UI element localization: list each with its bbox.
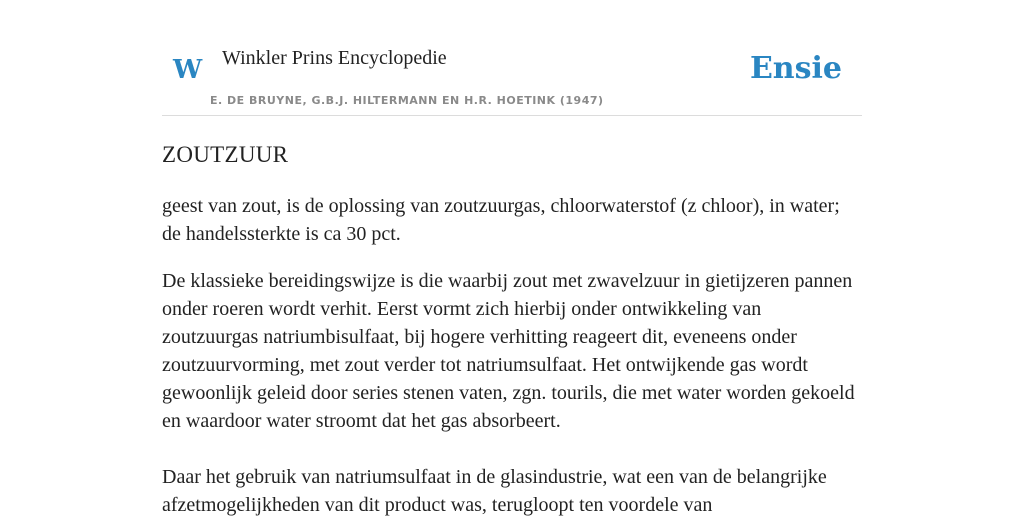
encyclopedia-authors: E. DE BRUYNE, G.B.J. HILTERMANN EN H.R. HOETINK (1947)	[210, 94, 604, 107]
article-paragraph: geest van zout, is de oplossing van zoutzuurgas, chloorwaterstof (z chloor), in water; de handelssterkte is ca 30 pct.	[162, 195, 840, 245]
encyclopedia-title[interactable]: Winkler Prins Encyclopedie	[222, 47, 447, 69]
article	[162, 140, 862, 519]
article-headword: ZOUTZUUR	[162, 142, 289, 167]
site-header	[162, 40, 862, 116]
logo-w-icon[interactable]: W	[173, 55, 203, 85]
article-paragraph: Daar het gebruik van natriumsulfaat in de glasindustrie, wat een van de belangrijke afzetmogelijkheden van dit product was, terugloopt ten voordele van	[162, 466, 827, 516]
article-paragraph: De klassieke bereidingswijze is die waarbij zout met zwavelzuur in gietijzeren pannen onder roeren wordt verhit. Eerst vormt zich hierbij onder ontwikkeling van zoutzuurgas natriumbisulfaat, bij hogere verhitting reageert dit, eveneens onder zoutzuurvorming, met zout verder tot natriumsulfaat. Het ontwijkende gas wordt gewoonlijk geleid door series stenen vaten, zgn. tourils, die met water worden gekoeld en waardoor water stroomt dat het gas absorbeert.	[162, 270, 855, 432]
ensie-logo[interactable]: Ensie	[749, 51, 842, 86]
